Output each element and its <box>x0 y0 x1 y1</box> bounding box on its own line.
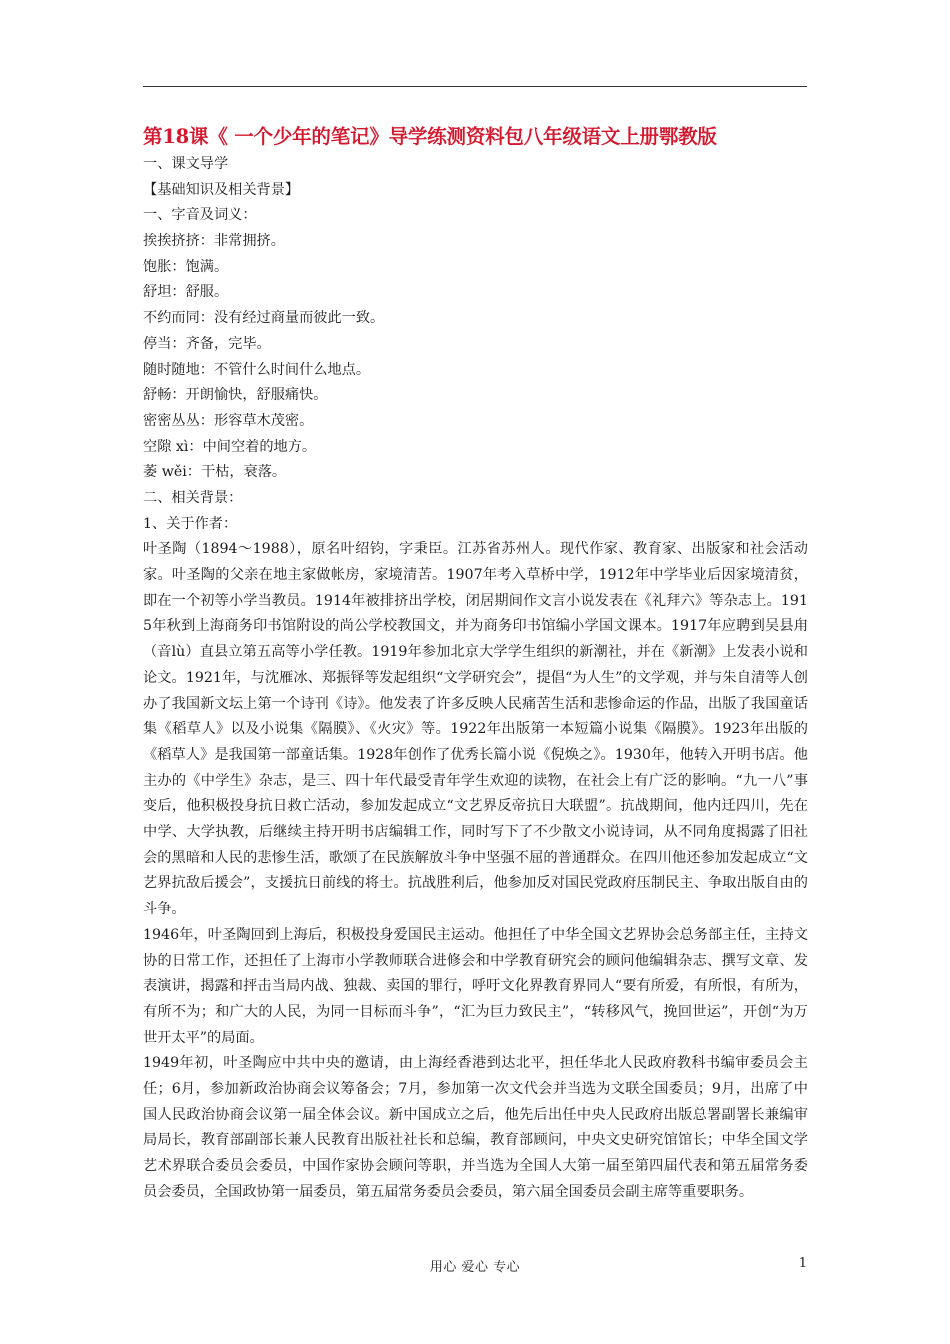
document-body <box>143 152 808 1206</box>
background-heading: 二、相关背景： <box>143 489 243 506</box>
page-footer <box>143 1256 807 1276</box>
vocab-item: 舒畅：开朗愉快，舒服痛快。 <box>143 387 328 404</box>
vocab-item: 挨挨挤挤：非常拥挤。 <box>143 233 285 250</box>
header-rule <box>143 86 807 87</box>
author-bio-paragraph: 1949年初，叶圣陶应中共中央的邀请，由上海经香港到达北平，担任华北人民政府教科书编审委员会主任；6月，参加新政治协商会议筹备会；7月，参加第一次文代会并当选为文联全国委员；9月，出席了中国人民政治协商会议第一届全体会议。新中国成立之后，他先后出任中央人民政府出版总署副署长兼编审局局长，教育部副部长兼人民教育出版社社长和总编，教育部顾问，中央文史研究馆馆长；中华全国文学艺术界联合委员会委员，中国作家协会顾问等职，并当选为全国人大第一届至第四届代表和第五届常务委员会委员，全国政协第一届委员，第五届常务委员会委员，第六届全国委员会副主席等重要职务。 <box>143 1055 808 1200</box>
subsection-heading-basics: 【基础知识及相关背景】 <box>143 181 300 198</box>
footer-motto: 用心 爱心 专心 <box>429 1260 521 1275</box>
vocab-item: 停当：齐备，完毕。 <box>143 335 271 352</box>
vocab-item: 密密丛丛：形容草木茂密。 <box>143 412 314 429</box>
page-number: 1 <box>798 1256 807 1271</box>
section-heading-guide: 一、课文导学 <box>143 156 229 172</box>
document-title: 第18课《 一个少年的笔记》导学练测资料包八年级语文上册鄂教版 <box>143 125 717 148</box>
author-bio-paragraph: 叶圣陶（1894～1988），原名叶绍钧，字秉臣。江苏省苏州人。现代作家、教育家、出版家和社会活动家。叶圣陶的父亲在地主家做帐房，家境清苦。1907年考入草桥中学，1912年中学毕业后因家境清贫，即在一个初等小学当教员。1914年被排挤出学校，闭居期间作文言小说发表在《礼拜六》等杂志上。1915年秋到上海商务印书馆附设的尚公学校教国文，并为商务印书馆编小学国文课本。1917年应聘到吴县甪（音lù）直县立第五高等小学任教。1919年参加北京大学学生组织的新潮社，并在《新潮》上发表小说和论文。1921年，与沈雁冰、郑振铎等发起组织“文学研究会”，提倡“为人生”的文学观，并与朱自清等人创办了我国新文坛上第一个诗刊《诗》。他发表了许多反映人民痛苦生活和悲惨命运的作品，出版了我国童话集《稻草人》以及小说集《隔膜》、《火灾》等。1922年出版第一本短篇小说集《隔膜》。1923年出版的《稻草人》是我国第一部童话集。1928年创作了优秀长篇小说《倪焕之》。1930年，他转入开明书店。他主办的《中学生》杂志，是三、四十年代最受青年学生欢迎的读物，在社会上有广泛的影响。“九一八”事变后，他积极投身抗日救亡活动，参加发起成立“文艺界反帝抗日大联盟”。抗战期间，他内迁四川，先在中学、大学执教，后继续主持开明书店编辑工作，同时写下了不少散文小说诗词，从不同角度揭露了旧社会的黑暗和人民的悲惨生活，歌颂了在民族解放斗争中坚强不屈的普通群众。在四川他还参加发起成立“文艺界抗敌后援会”，支援抗日前线的将士。抗战胜利后，他参加反对国民党政府压制民主、争取出版自由的斗争。 <box>143 541 808 918</box>
vocab-item: 随时随地：不管什么时间什么地点。 <box>143 361 371 378</box>
vocab-item: 空隙 xì：中间空着的地方。 <box>143 438 317 455</box>
vocab-item: 舒坦：舒服。 <box>143 284 229 301</box>
vocab-item: 饱胀：饱满。 <box>143 258 229 275</box>
about-author-heading: 1、关于作者： <box>143 515 238 532</box>
author-bio-paragraph: 1946年，叶圣陶回到上海后，积极投身爱国民主运动。他担任了中华全国文艺界协会总务部主任，主持文协的日常工作，还担任了上海市小学教师联合进修会和中学教育研究会的顾问他编辑杂志、撰写文章、发表演讲，揭露和抨击当局内战、独裁、卖国的罪行，呼吁文化界教育界同人“要有所爱，有所恨，有所为，有所不为；和广大的人民，为同一目标而斗争”，“汇为巨力致民主”，“转移风气，挽回世运”，开创“为万世开太平”的局面。 <box>143 926 808 1046</box>
vocab-heading: 一、字音及词义： <box>143 207 257 224</box>
vocab-item: 不约而同：没有经过商量而彼此一致。 <box>143 310 385 327</box>
vocab-item: 萎 wěi：干枯，衰落。 <box>143 464 287 481</box>
